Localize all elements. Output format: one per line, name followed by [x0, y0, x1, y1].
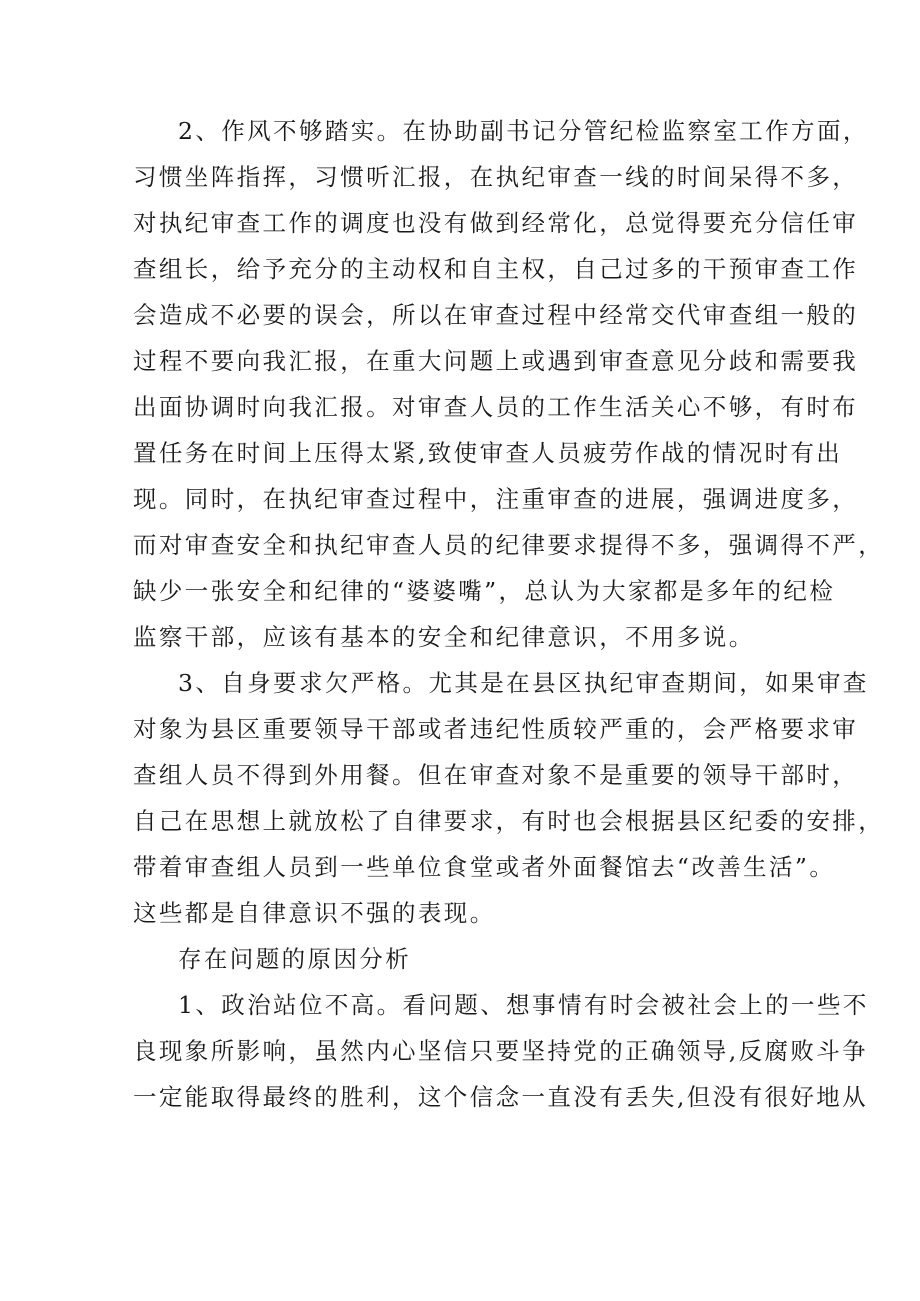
paragraph-3-line-3: 查组人员不得到外用餐。但在审查对象不是重要的领导干部时， — [133, 761, 859, 789]
paragraph-2-line-5: 会造成不必要的误会，所以在审查过程中经常交代审查组一般的 — [133, 301, 859, 329]
paragraph-2-line-12: 监察干部，应该有基本的安全和纪律意识，不用多说。 — [133, 623, 755, 651]
paragraph-4-line-1: 1、政治站位不高。看问题、想事情有时会被社会上的一些不 — [178, 991, 869, 1019]
paragraph-3-line-4: 自己在思想上就放松了自律要求，有时也会根据县区纪委的安排， — [133, 807, 885, 835]
paragraph-2-line-3: 对执纪审查工作的调度也没有做到经常化，总觉得要充分信任审 — [133, 209, 859, 237]
paragraph-2-line-10: 而对审查安全和执纪审查人员的纪律要求提得不多，强调得不严， — [133, 531, 885, 559]
paragraph-3-line-2: 对象为县区重要领导干部或者违纪性质较严重的，会严格要求审 — [133, 715, 859, 743]
paragraph-2-line-9: 现。同时，在执纪审查过程中，注重审查的进展，强调进度多， — [133, 485, 859, 513]
paragraph-2-line-11: 缺少一张安全和纪律的“婆婆嘴”，总认为大家都是多年的纪检 — [133, 577, 836, 605]
paragraph-4-line-2: 良现象所影响，虽然内心坚信只要坚持党的正确领导,反腐败斗争 — [133, 1037, 869, 1065]
paragraph-2-line-8: 置任务在时间上压得太紧,致使审查人员疲劳作战的情况时有出 — [133, 439, 843, 467]
paragraph-2-line-6: 过程不要向我汇报，在重大问题上或遇到审查意见分歧和需要我 — [133, 347, 859, 375]
paragraph-2-line-1: 2、作风不够踏实。在协助副书记分管纪检监察室工作方面， — [178, 117, 869, 145]
paragraph-3-line-6: 这些都是自律意识不强的表现。 — [133, 899, 496, 927]
paragraph-3-line-1: 3、自身要求欠严格。尤其是在县区执纪审查期间，如果审查 — [178, 669, 869, 697]
paragraph-2-line-2: 习惯坐阵指挥，习惯听汇报，在执纪审查一线的时间呆得不多， — [133, 163, 859, 191]
section-heading: 存在问题的原因分析 — [178, 945, 412, 973]
paragraph-2-line-7: 出面协调时向我汇报。对审查人员的工作生活关心不够，有时布 — [133, 393, 859, 421]
paragraph-3-line-5: 带着审查组人员到一些单位食堂或者外面餐馆去“改善生活”。 — [133, 853, 836, 881]
paragraph-4-line-3: 一定能取得最终的胜利，这个信念一直没有丢失,但没有很好地从 — [133, 1083, 869, 1111]
paragraph-2-line-4: 查组长，给予充分的主动权和自主权，自己过多的干预审查工作 — [133, 255, 859, 283]
